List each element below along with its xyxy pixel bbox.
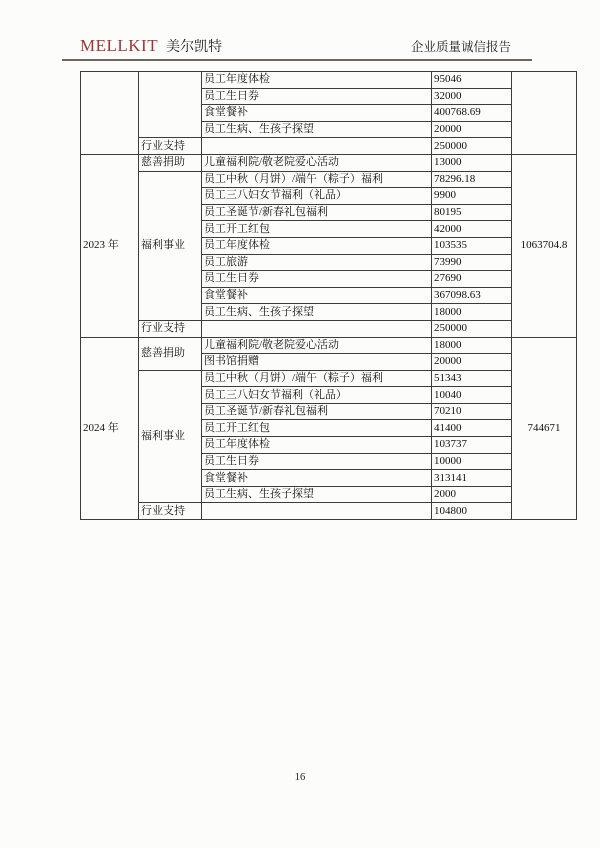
value-cell: 20000	[432, 121, 512, 138]
value-cell: 18000	[432, 304, 512, 321]
table-row	[81, 503, 577, 520]
value-cell: 32000	[432, 88, 512, 105]
value-cell: 70210	[432, 403, 512, 420]
item-cell: 员工圣诞节/新春礼包福利	[202, 204, 432, 221]
item-cell: 食堂餐补	[202, 470, 432, 487]
item-cell: 员工生病、生孩子探望	[202, 121, 432, 138]
table-row	[81, 337, 577, 354]
item-cell: 员工三八妇女节福利（礼品）	[202, 387, 432, 404]
item-cell: 员工中秋（月饼）/端午（粽子）福利	[202, 171, 432, 188]
item-cell: 员工三八妇女节福利（礼品）	[202, 188, 432, 205]
report-table	[80, 71, 577, 520]
year-cell	[81, 72, 139, 155]
value-cell: 10000	[432, 453, 512, 470]
value-cell: 42000	[432, 221, 512, 238]
value-cell: 250000	[432, 320, 512, 337]
item-cell	[202, 138, 432, 155]
value-cell: 10040	[432, 387, 512, 404]
value-cell: 51343	[432, 370, 512, 387]
item-cell: 员工生日券	[202, 453, 432, 470]
value-cell: 80195	[432, 204, 512, 221]
value-cell: 400768.69	[432, 105, 512, 122]
category-cell: 行业支持	[139, 503, 202, 520]
value-cell: 104800	[432, 503, 512, 520]
value-cell: 20000	[432, 354, 512, 371]
item-cell: 员工圣诞节/新春礼包福利	[202, 403, 432, 420]
year-cell: 2023 年	[81, 154, 139, 337]
item-cell: 员工旅游	[202, 254, 432, 271]
value-cell: 2000	[432, 486, 512, 503]
item-cell: 员工生病、生孩子探望	[202, 486, 432, 503]
value-cell: 250000	[432, 138, 512, 155]
value-cell: 367098.63	[432, 287, 512, 304]
item-cell: 员工开工红包	[202, 420, 432, 437]
total-cell: 1063704.8	[512, 154, 577, 337]
value-cell: 9900	[432, 188, 512, 205]
item-cell: 儿童福利院/敬老院爱心活动	[202, 337, 432, 354]
value-cell: 41400	[432, 420, 512, 437]
item-cell: 员工开工红包	[202, 221, 432, 238]
value-cell: 27690	[432, 271, 512, 288]
item-cell: 员工生病、生孩子探望	[202, 304, 432, 321]
item-cell: 员工年度体检	[202, 437, 432, 454]
category-cell: 慈善捐助	[139, 154, 202, 171]
table-row	[81, 72, 577, 89]
value-cell: 73990	[432, 254, 512, 271]
total-cell: 744671	[512, 337, 577, 520]
spending-table-wrap	[80, 71, 577, 520]
item-cell: 员工年度体检	[202, 72, 432, 89]
page-header	[62, 36, 532, 61]
value-cell: 103737	[432, 437, 512, 454]
table-row	[81, 370, 577, 387]
value-cell: 103535	[432, 237, 512, 254]
item-cell: 食堂餐补	[202, 287, 432, 304]
item-cell: 员工中秋（月饼）/端午（粽子）福利	[202, 370, 432, 387]
value-cell: 95046	[432, 72, 512, 89]
report-title: 企业质量诚信报告	[410, 40, 511, 54]
item-cell: 食堂餐补	[202, 105, 432, 122]
brand-name-en: MELLKIT	[80, 36, 159, 55]
item-cell: 儿童福利院/敬老院爱心活动	[202, 154, 432, 171]
item-cell	[202, 320, 432, 337]
page-footer	[0, 772, 600, 783]
table-row	[81, 171, 577, 188]
category-cell: 福利事业	[139, 171, 202, 320]
year-cell: 2024 年	[81, 337, 139, 520]
item-cell	[202, 503, 432, 520]
value-cell: 313141	[432, 470, 512, 487]
item-cell: 员工年度体检	[202, 237, 432, 254]
category-cell	[139, 72, 202, 138]
item-cell: 图书馆捐赠	[202, 354, 432, 371]
page-number: 16	[294, 772, 306, 783]
table-row	[81, 154, 577, 171]
category-cell: 行业支持	[139, 320, 202, 337]
item-cell: 员工生日券	[202, 271, 432, 288]
value-cell: 18000	[432, 337, 512, 354]
brand-logo	[62, 36, 222, 56]
total-cell	[512, 72, 577, 155]
report-table-body	[81, 72, 577, 520]
item-cell: 员工生日券	[202, 88, 432, 105]
brand-name-cn: 美尔凯特	[166, 40, 223, 55]
category-cell: 行业支持	[139, 138, 202, 155]
value-cell: 78296.18	[432, 171, 512, 188]
table-row	[81, 138, 577, 155]
table-row	[81, 320, 577, 337]
category-cell: 福利事业	[139, 370, 202, 503]
value-cell: 13000	[432, 154, 512, 171]
category-cell: 慈善捐助	[139, 337, 202, 370]
